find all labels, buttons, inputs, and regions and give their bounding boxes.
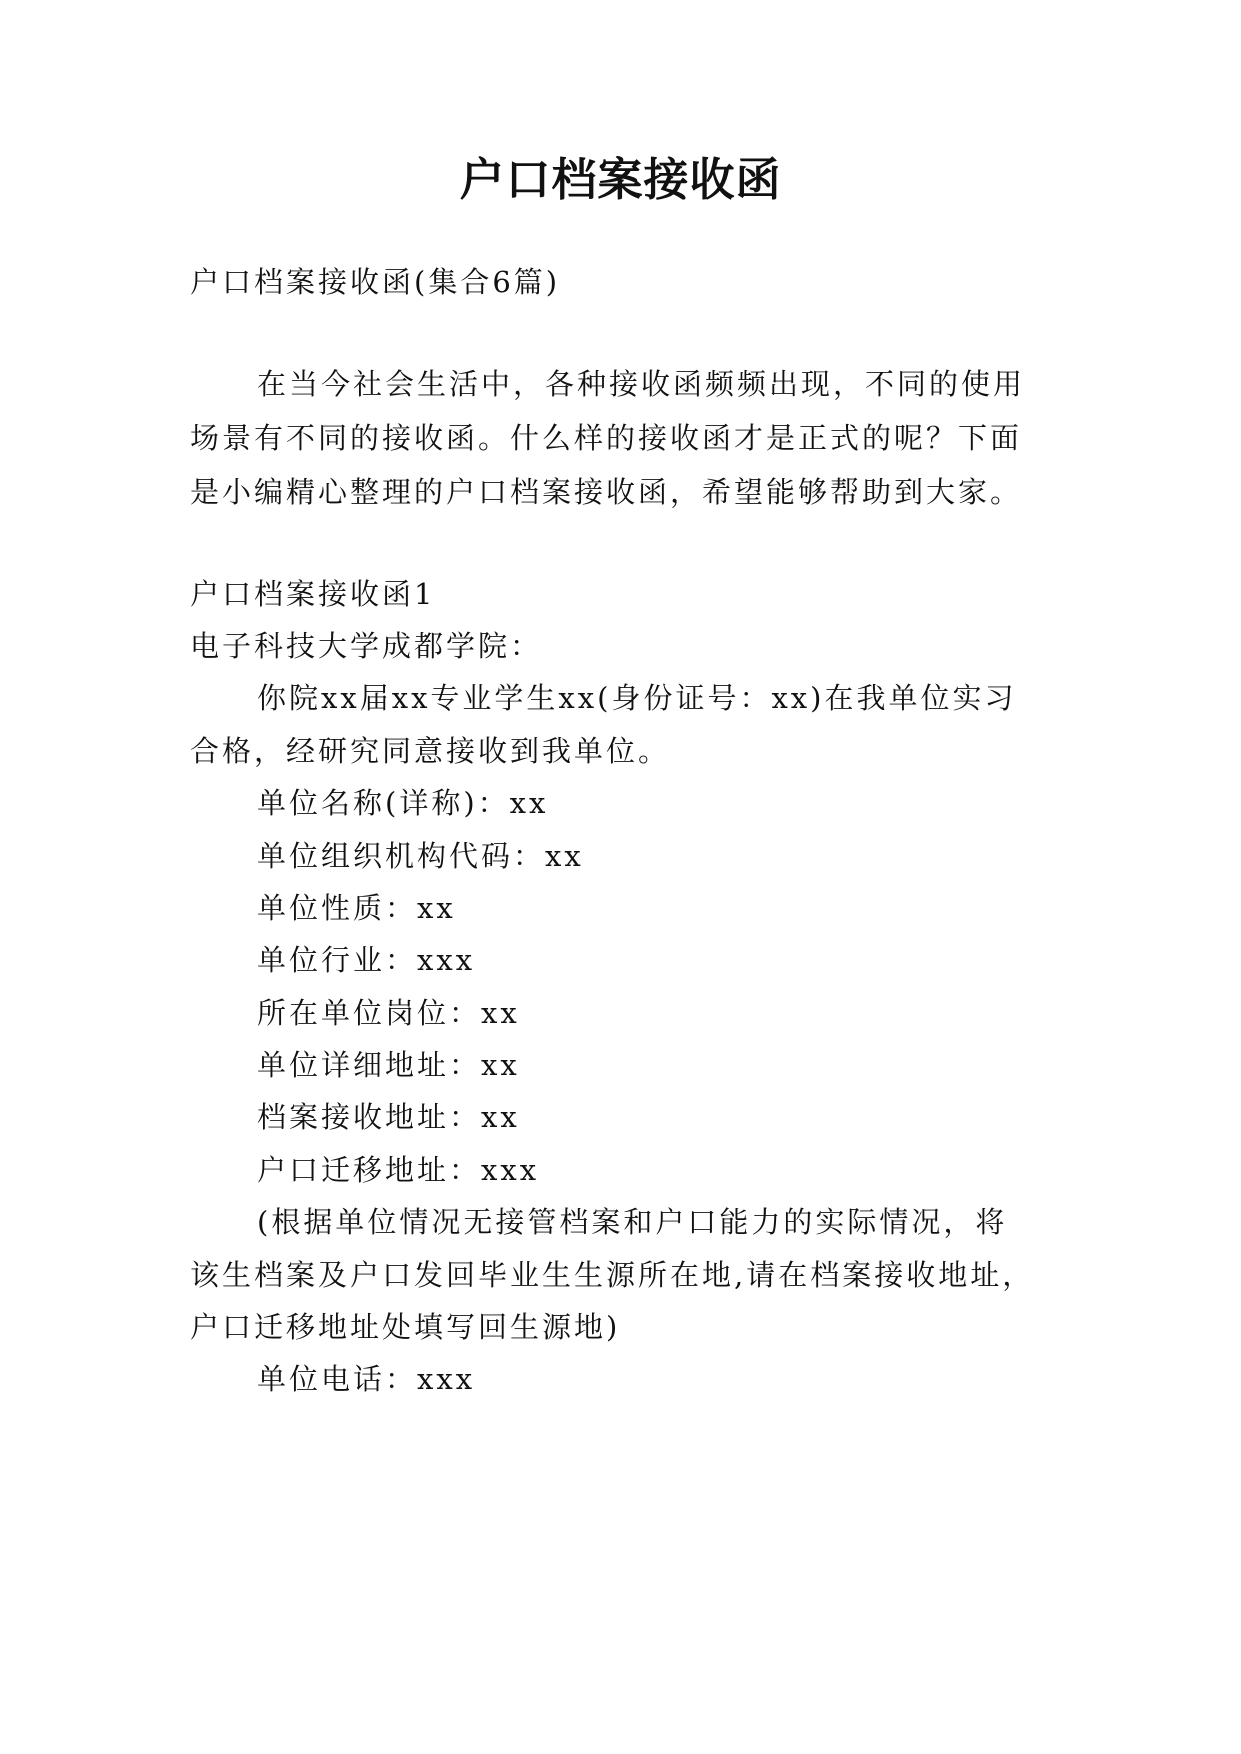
field-hukou-address: 户口迁移地址：xxx [257,1153,540,1187]
intro-line-1: 在当今社会生活中，各种接收函频频出现，不同的使用 [257,367,1026,401]
note-line-3: 户口迁移地址处填写回生源地) [190,1310,621,1344]
section-heading: 户口档案接收函1 [190,577,436,611]
note-line-1: (根据单位情况无接管档案和户口能力的实际情况，将 [257,1205,1008,1239]
field-unit-phone: 单位电话：xxx [257,1362,476,1396]
intro-line-2: 场景有不同的接收函。什么样的接收函才是正式的呢？下面 [190,421,1023,455]
field-org-code: 单位组织机构代码：xx [257,839,584,873]
field-unit-nature: 单位性质：xx [257,891,456,925]
note-line-2: 该生档案及户口发回毕业生生源所在地,请在档案接收地址， [190,1258,1035,1292]
body-line-1: 你院xx届xx专业学生xx(身份证号：xx)在我单位实习 [257,681,1017,715]
intro-line-3: 是小编精心整理的户口档案接收函，希望能够帮助到大家。 [190,475,1023,509]
document-title: 户口档案接收函 [459,153,782,206]
field-unit-address: 单位详细地址：xx [257,1048,520,1082]
field-unit-name: 单位名称(详称)：xx [257,786,549,820]
addressee: 电子科技大学成都学院： [190,629,543,663]
body-line-2: 合格，经研究同意接收到我单位。 [190,734,671,768]
field-archive-address: 档案接收地址：xx [257,1100,520,1134]
document-subtitle: 户口档案接收函(集合6篇) [190,265,561,299]
field-unit-industry: 单位行业：xxx [257,943,476,977]
field-position: 所在单位岗位：xx [257,996,520,1030]
